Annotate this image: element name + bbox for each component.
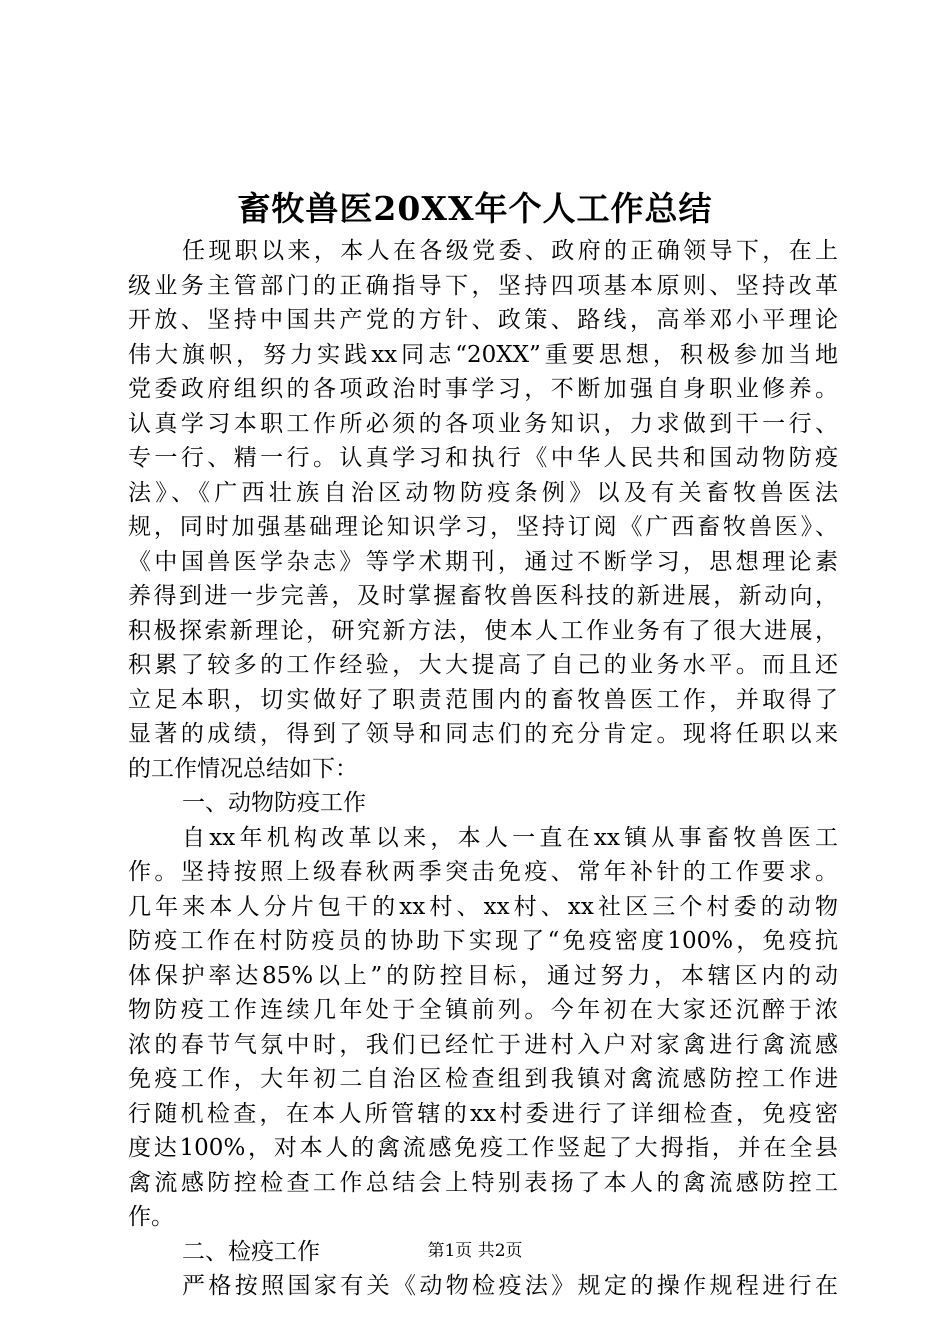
- text-line: 的工作情况总结如下：: [128, 755, 358, 782]
- text-line: 防疫工作在村防疫员的协助下实现了“免疫密度100%，免疫抗: [128, 928, 838, 954]
- text-line: 禽流感防控检查工作总结会上特别表扬了本人的禽流感防控工: [128, 1169, 838, 1196]
- text-line: 物防疫工作连续几年处于全镇前列。今年初在大家还沉醉于浓: [128, 997, 838, 1023]
- text-line: 显著的成绩，得到了领导和同志们的充分肯定。现将任职以来: [128, 721, 838, 747]
- text-line: 几年来本人分片包干的xx村、xx村、xx社区三个村委的动物: [128, 893, 838, 920]
- text-line: 法》、《广西壮族自治区动物防疫条例》以及有关畜牧兽医法: [128, 479, 838, 506]
- text-line: 任现职以来，本人在各级党委、政府的正确领导下，在上: [182, 238, 838, 264]
- text-line: 自xx年机构改革以来，本人一直在xx镇从事畜牧兽医工: [182, 824, 838, 851]
- text-line: 级业务主管部门的正确指导下，坚持四项基本原则、坚持改革: [128, 272, 838, 299]
- text-line: 行随机检查，在本人所管辖的xx村委进行了详细检查，免疫密: [128, 1100, 838, 1127]
- section-heading: 一、动物防疫工作: [182, 790, 366, 816]
- text-line: 认真学习本职工作所必须的各项业务知识，力求做到干一行、: [128, 410, 838, 437]
- text-line: 积极探索新理论，研究新方法，使本人工作业务有了很大进展，: [128, 617, 838, 644]
- text-line: 养得到进一步完善，及时掌握畜牧兽医科技的新进展，新动向，: [128, 583, 838, 609]
- text-line: 体保护率达85%以上”的防控目标，通过努力，本辖区内的动: [128, 962, 838, 989]
- text-line: 立足本职，切实做好了职责范围内的畜牧兽医工作，并取得了: [128, 686, 838, 713]
- section-heading: 二、检疫工作: [182, 1238, 320, 1265]
- text-line: 严格按照国家有关《动物检疫法》规定的操作规程进行在: [182, 1273, 838, 1299]
- text-line: 作。: [128, 1204, 174, 1230]
- text-line: 积累了较多的工作经验，大大提高了自己的业务水平。而且还: [128, 652, 838, 678]
- text-line: 作。坚持按照上级春秋两季突击免疫、常年补针的工作要求。: [128, 859, 838, 885]
- text-line: 浓的春节气氛中时，我们已经忙于进村入户对家禽进行禽流感: [128, 1031, 838, 1058]
- document-title: 畜牧兽医20XX年个人工作总结: [237, 189, 713, 228]
- text-line: 伟大旗帜，努力实践xx同志“20XX”重要思想，积极参加当地: [128, 341, 838, 368]
- text-line: 度达100%，对本人的禽流感免疫工作竖起了大拇指，并在全县: [128, 1135, 838, 1161]
- text-line: 《中国兽医学杂志》等学术期刊，通过不断学习，思想理论素: [128, 548, 838, 575]
- text-line: 党委政府组织的各项政治时事学习，不断加强自身职业修养。: [128, 376, 838, 402]
- text-line: 专一行、精一行。认真学习和执行《中华人民共和国动物防疫: [128, 445, 838, 471]
- text-line: 规，同时加强基础理论知识学习，坚持订阅《广西畜牧兽医》、: [128, 514, 838, 540]
- text-line: 免疫工作，大年初二自治区检查组到我镇对禽流感防控工作进: [128, 1066, 838, 1092]
- document-body: [128, 234, 838, 1304]
- page-footer: 第1页 共2页: [427, 1241, 523, 1261]
- text-line: 开放、坚持中国共产党的方针、政策、路线，高举邓小平理论: [128, 307, 838, 333]
